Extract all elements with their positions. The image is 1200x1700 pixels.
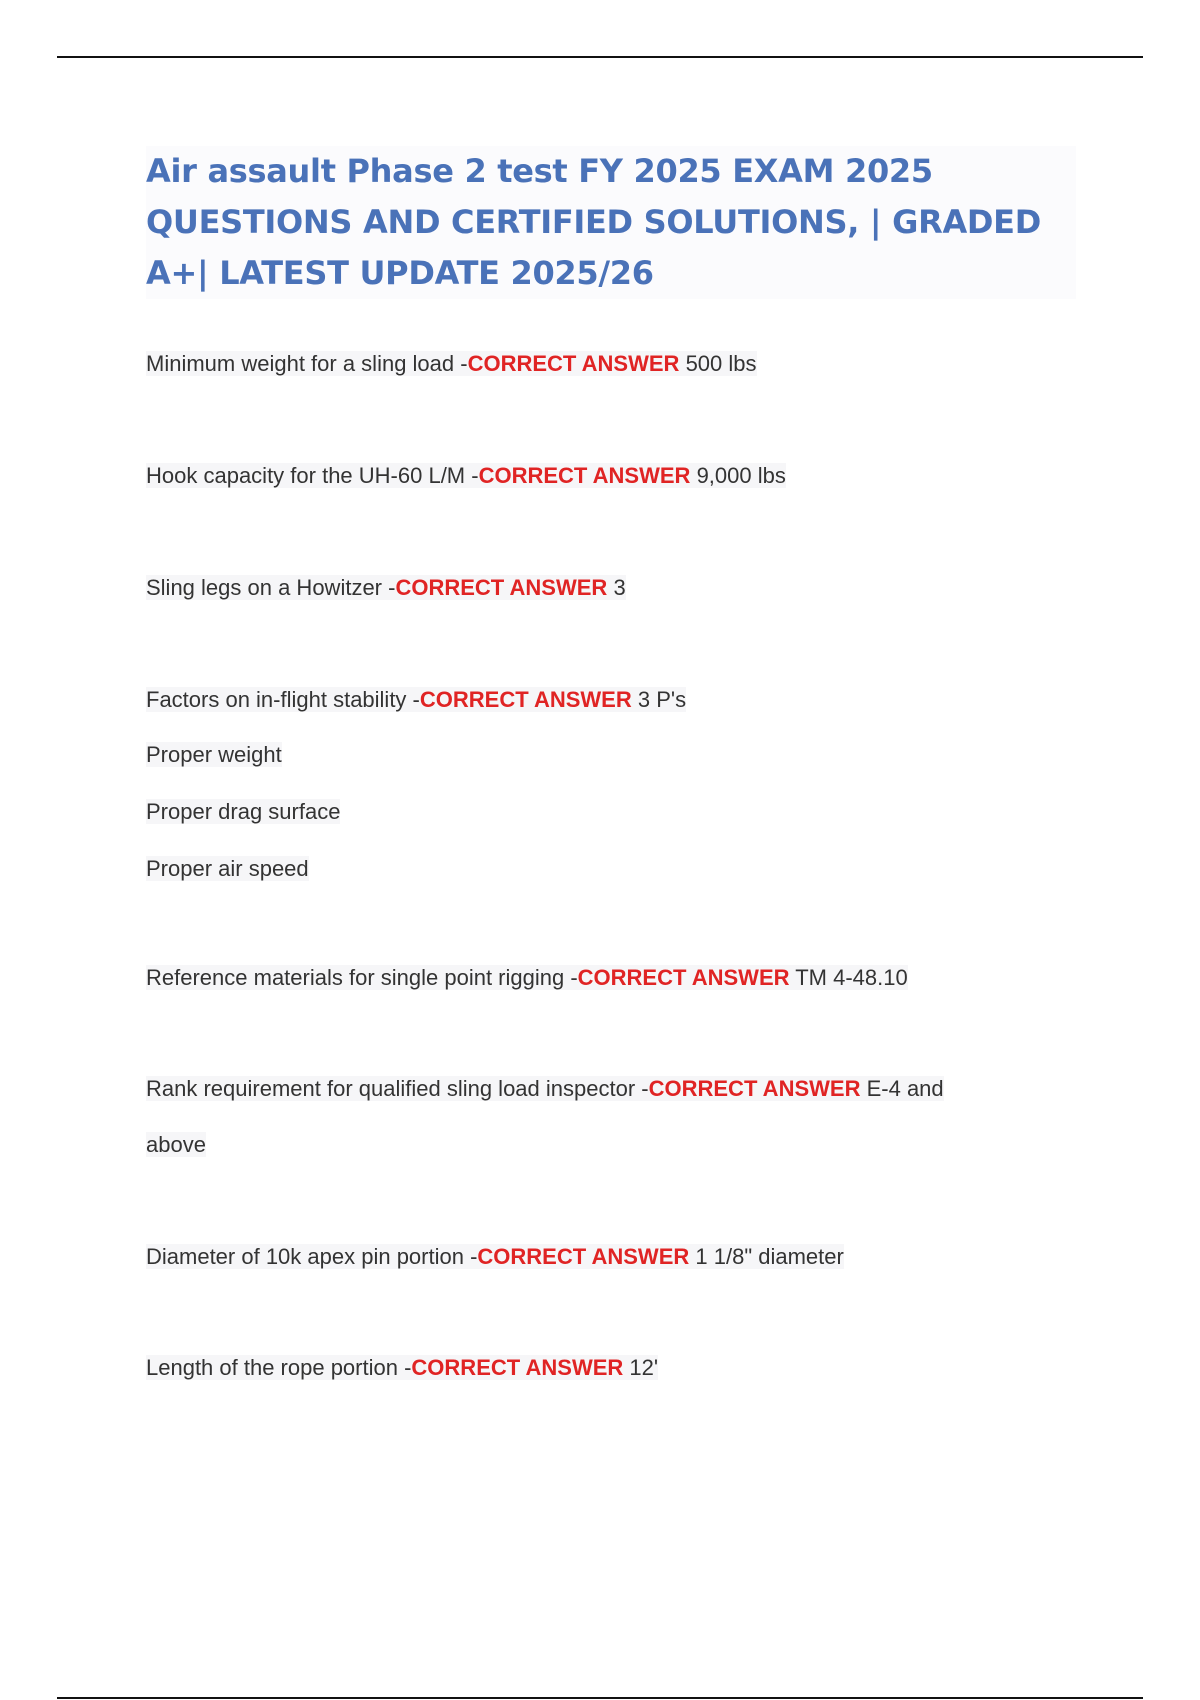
answer-text: 3 bbox=[613, 575, 626, 600]
bottom-rule bbox=[57, 1697, 1143, 1699]
answer-text: 1 1/8" diameter bbox=[695, 1244, 844, 1269]
question-text: Minimum weight for a sling load - bbox=[146, 351, 468, 376]
detail-line-3: Proper air speed bbox=[146, 856, 309, 881]
question-text: Reference materials for single point rigging - bbox=[146, 965, 578, 990]
qa-item-4 bbox=[146, 672, 686, 728]
question-text: Factors on in-flight stability - bbox=[146, 687, 420, 712]
question-text: Hook capacity for the UH-60 L/M - bbox=[146, 463, 479, 488]
correct-answer-tag: CORRECT ANSWER bbox=[395, 575, 608, 600]
question-text: Sling legs on a Howitzer - bbox=[146, 575, 396, 600]
answer-text: 9,000 lbs bbox=[696, 463, 786, 488]
qa-item-1 bbox=[146, 336, 757, 392]
correct-answer-tag: CORRECT ANSWER bbox=[467, 351, 680, 376]
qa-item-5 bbox=[146, 950, 908, 1006]
detail-line-2: Proper drag surface bbox=[146, 799, 341, 824]
qa-item-3 bbox=[146, 560, 626, 616]
correct-answer-tag: CORRECT ANSWER bbox=[478, 463, 691, 488]
answer-text: 3 P's bbox=[637, 687, 687, 712]
question-text: Length of the rope portion - bbox=[146, 1355, 412, 1380]
correct-answer-tag: CORRECT ANSWER bbox=[648, 1076, 861, 1101]
qa-item-8 bbox=[146, 1340, 658, 1396]
qa-item-6 bbox=[146, 1061, 944, 1117]
detail-line-1: Proper weight bbox=[146, 742, 282, 767]
document-title: Air assault Phase 2 test FY 2025 EXAM 2025 QUESTIONS AND CERTIFIED SOLUTIONS, | GRADED A+| LATEST UPDATE 2025/26 bbox=[146, 146, 1076, 299]
correct-answer-tag: CORRECT ANSWER bbox=[411, 1355, 624, 1380]
question-text: Rank requirement for qualified sling load inspector - bbox=[146, 1076, 649, 1101]
correct-answer-tag: CORRECT ANSWER bbox=[477, 1244, 690, 1269]
answer-text: E-4 and bbox=[866, 1076, 944, 1101]
answer-text: 12' bbox=[629, 1355, 659, 1380]
answer-continuation: above bbox=[146, 1132, 206, 1157]
top-rule bbox=[57, 56, 1143, 58]
question-text: Diameter of 10k apex pin portion - bbox=[146, 1244, 478, 1269]
qa-item-2 bbox=[146, 448, 786, 504]
answer-text: 500 lbs bbox=[685, 351, 757, 376]
correct-answer-tag: CORRECT ANSWER bbox=[419, 687, 632, 712]
qa-item-7 bbox=[146, 1229, 844, 1285]
correct-answer-tag: CORRECT ANSWER bbox=[577, 965, 790, 990]
answer-text: TM 4-48.10 bbox=[795, 965, 908, 990]
